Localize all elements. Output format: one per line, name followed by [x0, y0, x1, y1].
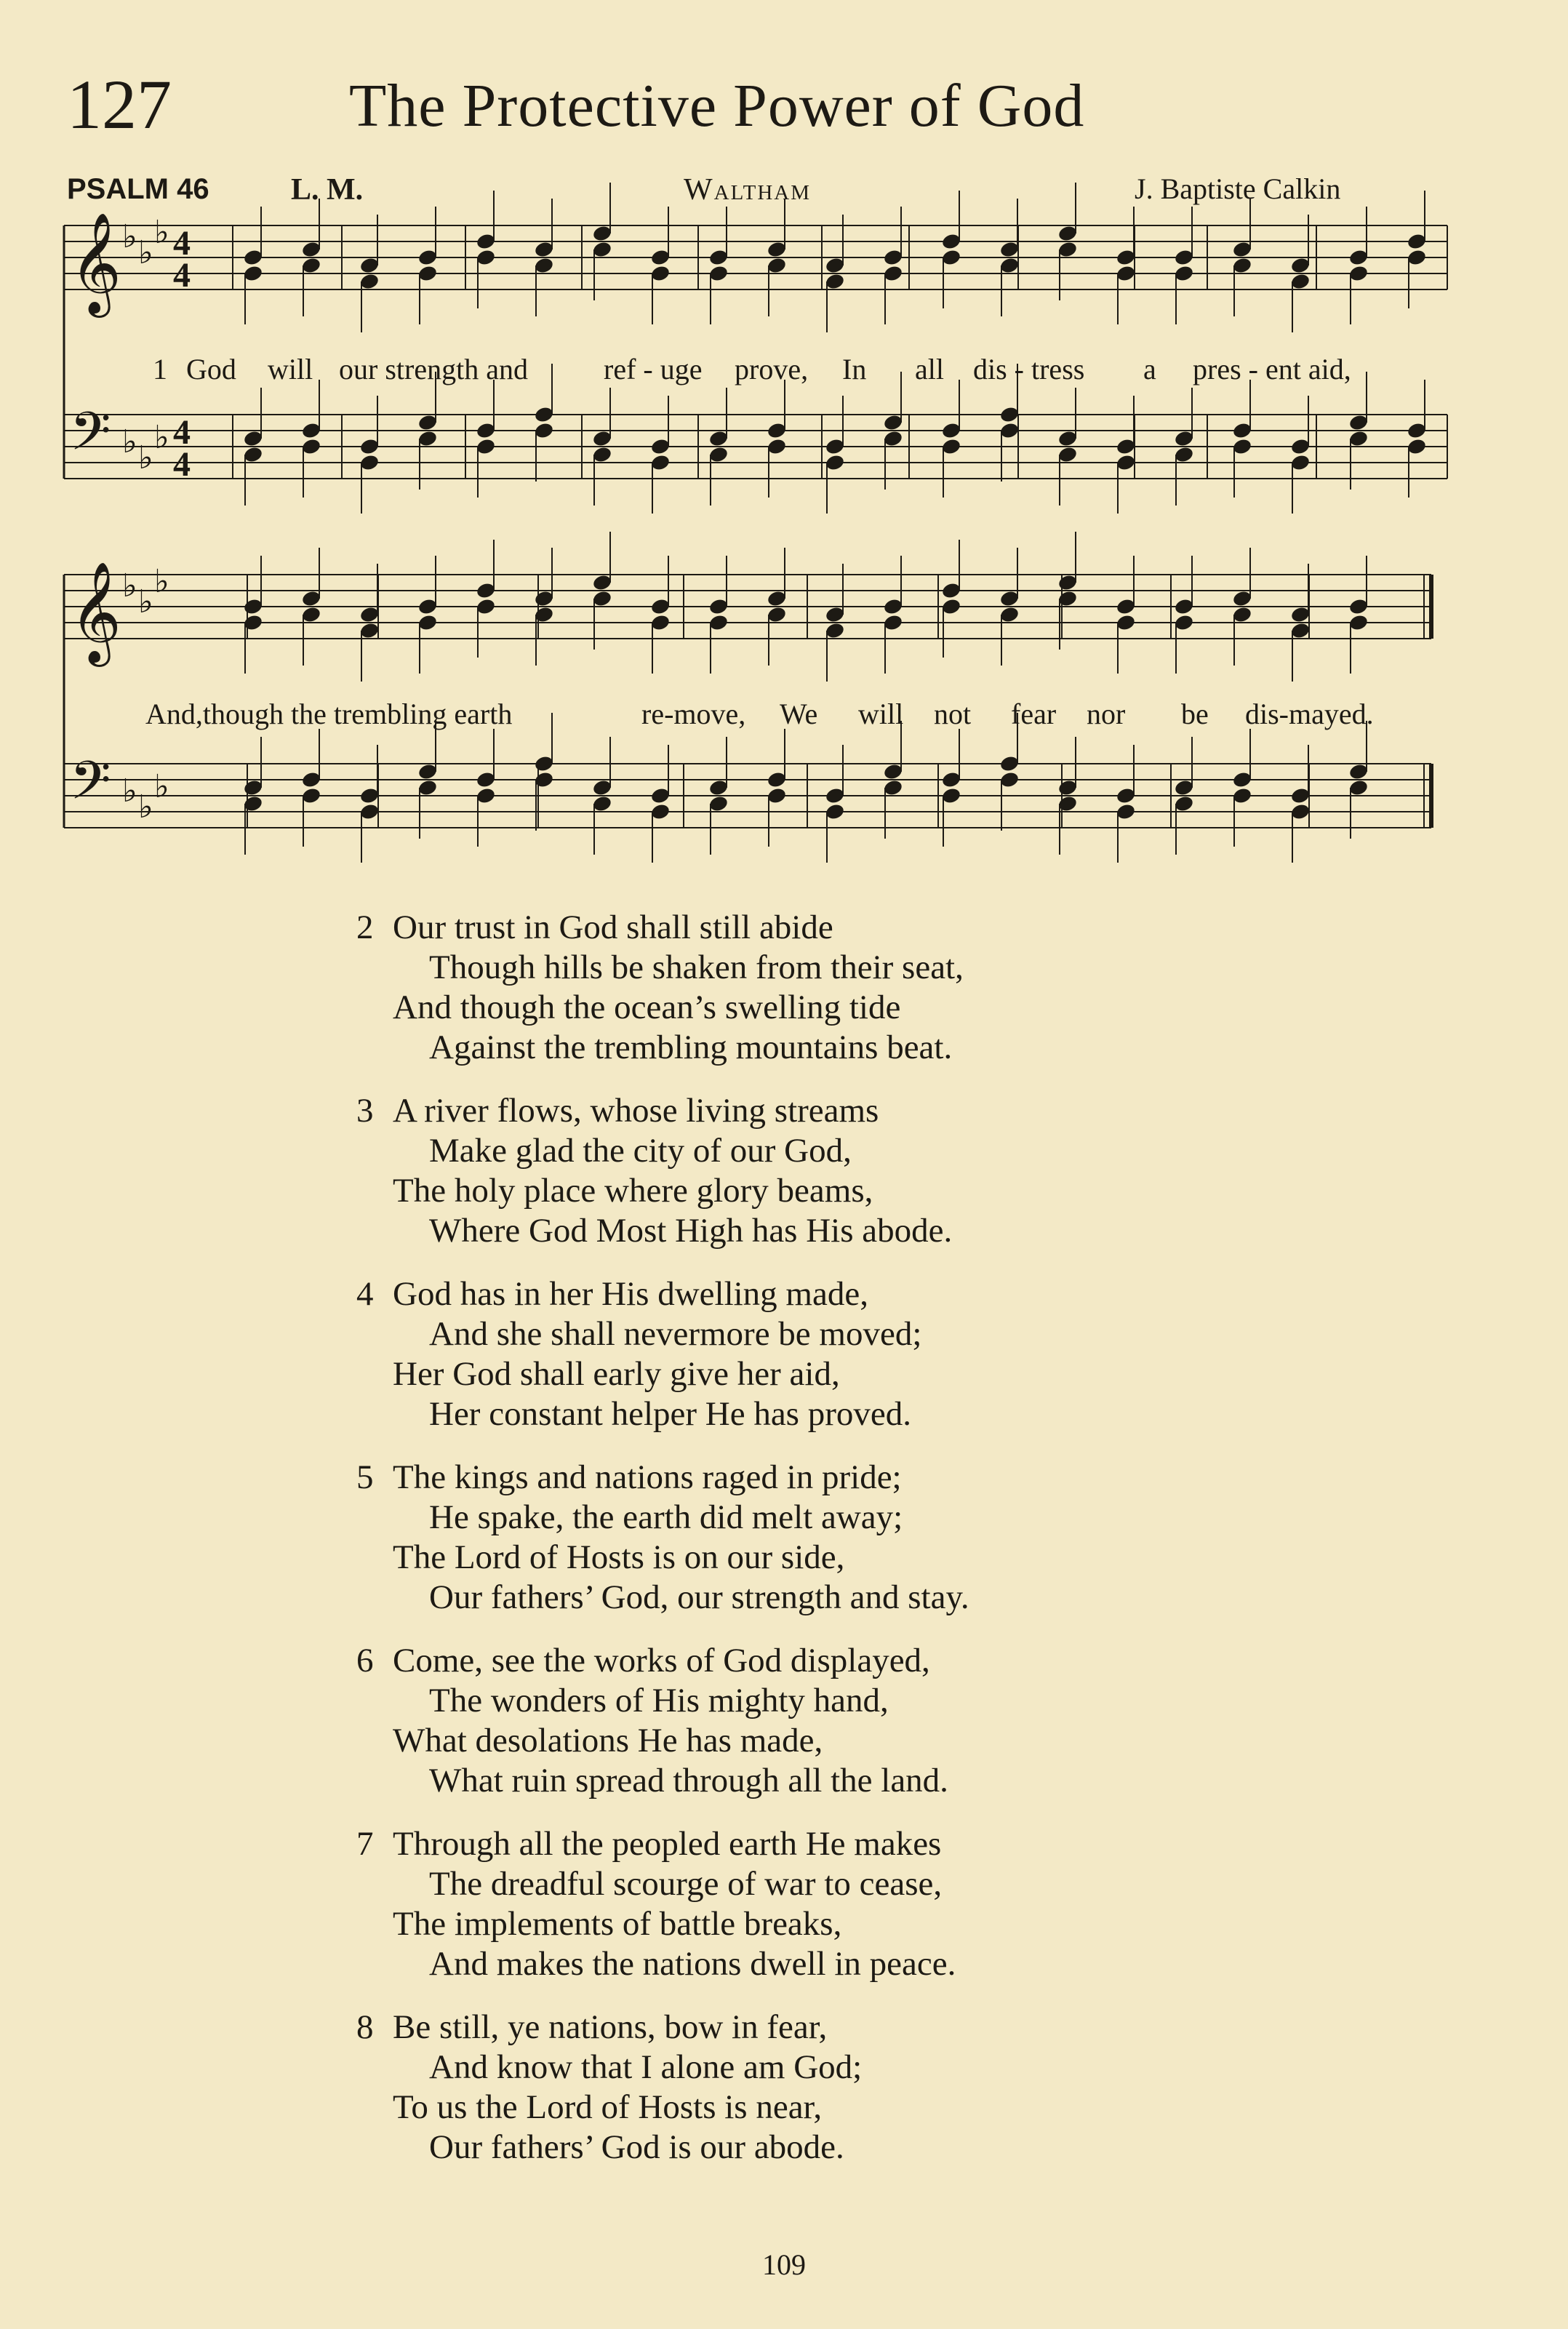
stanza-line-text: A river flows, whose living streams	[393, 1092, 879, 1130]
lyric-word: nor	[1087, 698, 1126, 730]
time-signature: 4	[173, 224, 191, 263]
stanza-line: The dreadful scourge of war to cease,	[429, 1865, 943, 1903]
stanza-number: 4	[356, 1275, 374, 1313]
lyric-word: We	[780, 698, 818, 730]
stanza-number: 8	[356, 2008, 374, 2046]
stanza-line-text: Come, see the works of God displayed,	[393, 1642, 930, 1679]
stanza-line: Make glad the city of our God,	[429, 1132, 852, 1170]
stanza-line-text: Through all the peopled earth He makes	[393, 1825, 942, 1863]
stanza-line-text: The kings and nations raged in pride;	[393, 1458, 902, 1496]
tune-name: Waltham	[684, 173, 812, 207]
flat-icon: ♭	[154, 215, 169, 250]
stanza-line: Against the trembling mountains beat.	[429, 1028, 953, 1066]
stanza-list	[356, 908, 1229, 2191]
bass-clef-icon: 𝄢	[70, 404, 111, 474]
stanza-number: 6	[356, 1642, 374, 1679]
treble-clef-icon: 𝄞	[70, 564, 121, 660]
flat-icon: ♭	[154, 564, 169, 599]
stanza-line: To us the Lord of Hosts is near,	[393, 2088, 823, 2126]
stanza-line: What desolations He has made,	[393, 1722, 823, 1759]
composer: J. Baptiste Calkin	[1135, 172, 1341, 205]
lyric-word: dis-mayed.	[1245, 698, 1374, 730]
stanza	[356, 1641, 1229, 1801]
page-number: 109	[762, 2248, 806, 2281]
lyric-word: not	[934, 698, 972, 730]
stanza-number: 7	[356, 1825, 374, 1863]
music-score	[0, 0, 1568, 902]
stanza-number: 2	[356, 908, 374, 946]
stanza-number: 5	[356, 1458, 374, 1496]
lyric-word: re-move,	[641, 698, 746, 730]
stanza-line-text: Be still, ye nations, bow in fear,	[393, 2008, 828, 2046]
stanza-line: What ruin spread through all the land.	[429, 1762, 948, 1799]
lyric-word: will	[268, 353, 313, 385]
stanza-line-text: God has in her His dwelling made,	[393, 1275, 868, 1313]
flat-icon: ♭	[122, 219, 137, 255]
time-signature: 4	[173, 413, 191, 452]
stanza-line: The Lord of Hosts is on our side,	[393, 1538, 845, 1576]
stanza	[356, 1091, 1229, 1251]
time-signature: 4	[173, 445, 191, 484]
stanza-line	[356, 908, 1229, 948]
flat-icon: ♭	[154, 769, 169, 804]
flat-icon: ♭	[122, 568, 137, 604]
lyric-word: pres - ent aid,	[1193, 353, 1351, 385]
stanza-line: And know that I alone am God;	[429, 2048, 863, 2086]
lyric-word: our strength and	[339, 353, 528, 385]
flat-icon: ♭	[138, 440, 153, 476]
stanza	[356, 1824, 1229, 1984]
psalm-reference: PSALM 46	[67, 173, 209, 205]
flat-icon: ♭	[122, 773, 137, 809]
lyric-word: prove,	[735, 353, 809, 385]
bass-clef-icon: 𝄢	[70, 753, 111, 823]
stanza-line	[356, 1824, 1229, 1864]
stanza-line: The implements of battle breaks,	[393, 1905, 842, 1943]
flat-icon: ♭	[154, 420, 169, 455]
stanza	[356, 2008, 1229, 2168]
stanza-line: Though hills be shaken from their seat,	[429, 948, 964, 986]
stanza-number: 3	[356, 1092, 374, 1130]
time-signature: 4	[173, 256, 191, 295]
stanza-line: Where God Most High has His abode.	[429, 1212, 953, 1250]
flat-icon: ♭	[138, 789, 153, 825]
stanza-line	[356, 1274, 1229, 1314]
stanza-line: Our fathers’ God is our abode.	[429, 2128, 844, 2166]
flat-icon: ♭	[138, 235, 153, 271]
lyric-word: God	[186, 353, 236, 385]
lyric-word: a	[1143, 353, 1156, 385]
flat-icon: ♭	[122, 424, 137, 460]
stanza-line	[356, 1641, 1229, 1681]
stanza-line	[356, 2008, 1229, 2048]
stanza	[356, 1274, 1229, 1434]
metre: L. M.	[291, 173, 364, 207]
flat-icon: ♭	[138, 584, 153, 620]
lyric-word: And,though the trembling earth	[145, 698, 513, 730]
stanza-line: And though the ocean’s swelling tide	[393, 988, 901, 1026]
stanza-line: And she shall nevermore be moved;	[429, 1315, 922, 1353]
lyric-word: will	[858, 698, 904, 730]
lyric-stanza-number: 1	[153, 353, 167, 385]
treble-clef-icon: 𝄞	[70, 215, 121, 311]
lyric-word: dis - tress	[973, 353, 1085, 385]
lyric-word: all	[915, 353, 944, 385]
lyric-word: be	[1181, 698, 1209, 730]
lyric-word: ref - uge	[604, 353, 703, 385]
stanza-line: He spake, the earth did melt away;	[429, 1498, 903, 1536]
stanza	[356, 908, 1229, 1068]
hymn-title: The Protective Power of God	[349, 72, 1085, 140]
stanza-line: Our fathers’ God, our strength and stay.	[429, 1578, 969, 1616]
stanza-line-text: Our trust in God shall still abide	[393, 908, 833, 946]
lyric-word: fear	[1011, 698, 1057, 730]
stanza-line	[356, 1458, 1229, 1498]
stanza-line: Her constant helper He has proved.	[429, 1395, 911, 1433]
stanza-line: The holy place where glory beams,	[393, 1172, 873, 1210]
stanza	[356, 1458, 1229, 1618]
lyric-word: In	[842, 353, 867, 385]
stanza-line	[356, 1091, 1229, 1131]
stanza-line: The wonders of His mighty hand,	[429, 1682, 889, 1719]
hymn-number: 127	[67, 65, 172, 143]
stanza-line: And makes the nations dwell in peace.	[429, 1945, 956, 1983]
stanza-line: Her God shall early give her aid,	[393, 1355, 840, 1393]
